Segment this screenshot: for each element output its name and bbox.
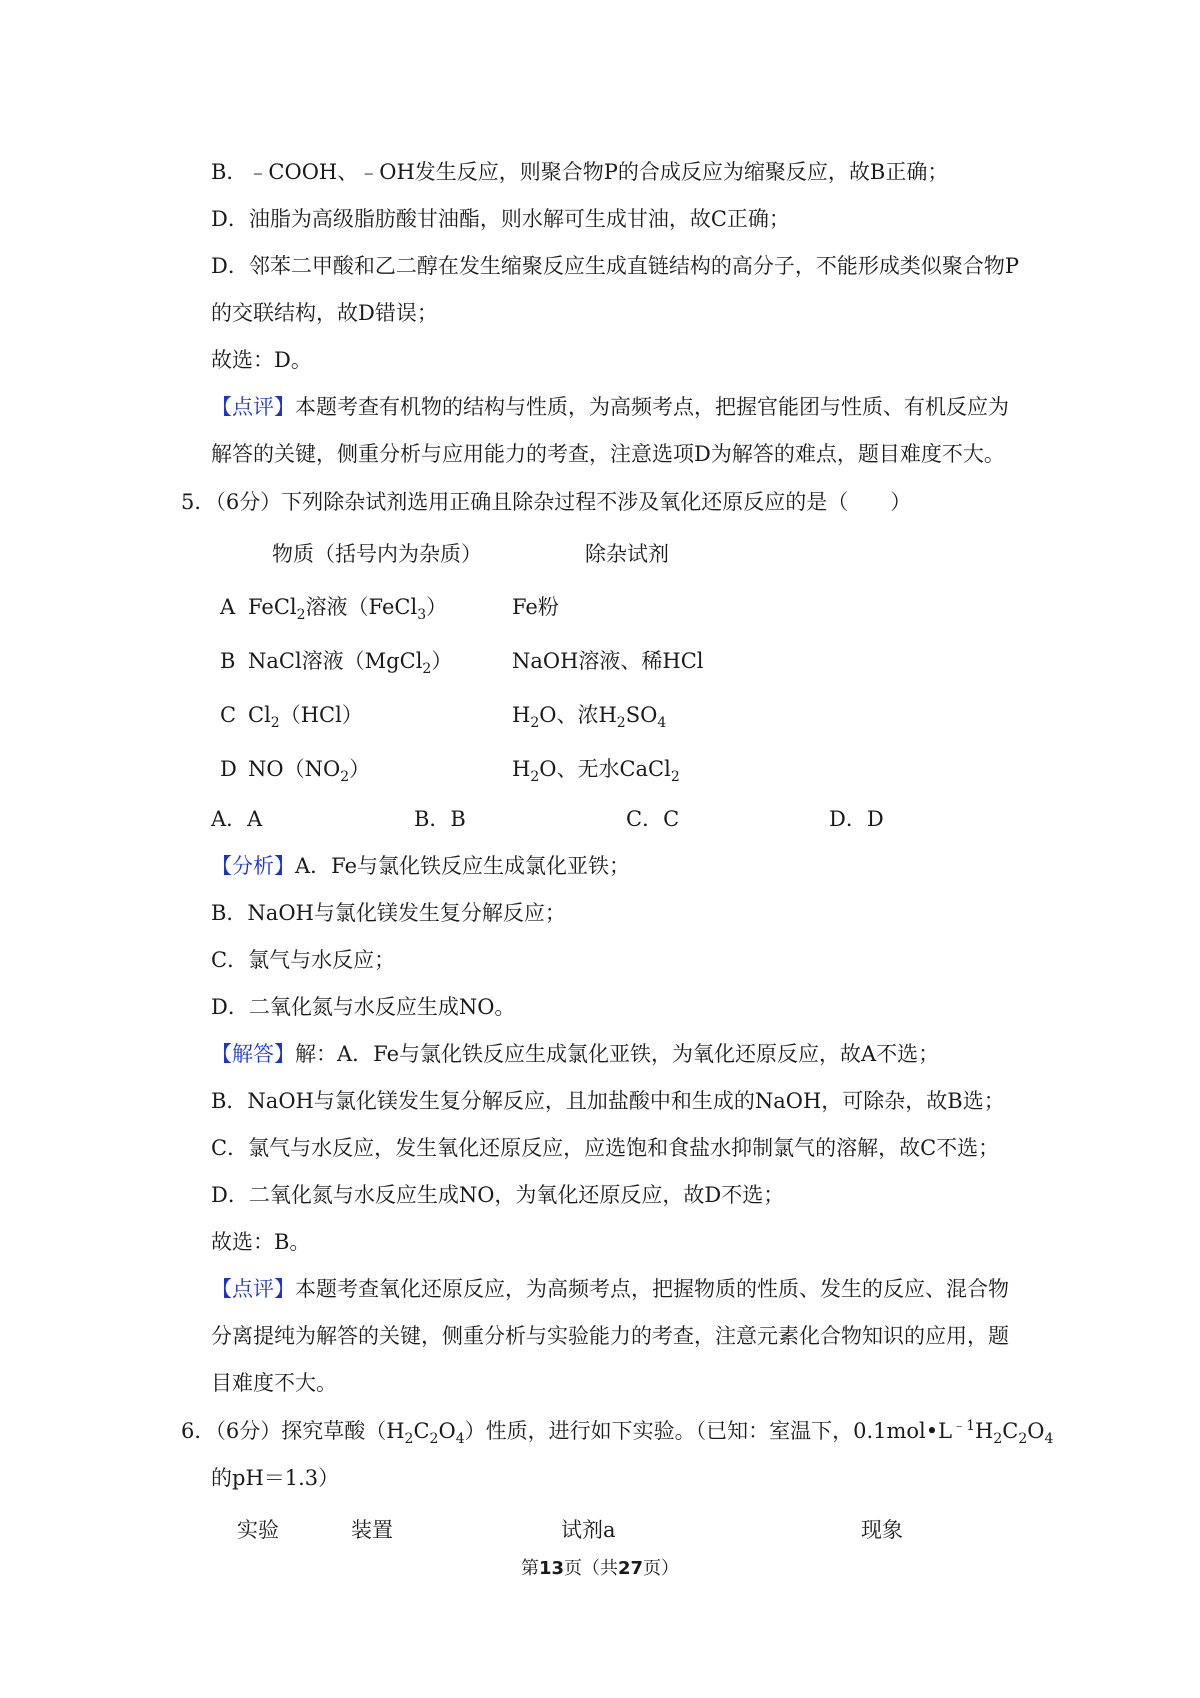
text-line: 分离提纯为解答的关键，侧重分析与实验能力的考查，注意元素化合物知识的应用，题 xyxy=(211,1324,1009,1348)
table-header-reagent: 除杂试剂 xyxy=(585,542,669,566)
header-experiment: 实验 xyxy=(237,1518,279,1542)
text-line: B．NaOH与氯化镁发生复分解反应； xyxy=(211,901,566,925)
header-reagent: 试剂a xyxy=(561,1518,616,1542)
table-header-substance: 物质（括号内为杂质） xyxy=(272,542,482,566)
page-number: 13 xyxy=(538,1558,564,1579)
row-reagent-a: Fe粉 xyxy=(512,595,559,619)
review-tag: 【点评】 xyxy=(211,395,295,419)
text-line: B．﹣COOH、﹣OH发生反应，则聚合物P的合成反应为缩聚反应，故B正确； xyxy=(211,160,949,184)
option-b: B．B xyxy=(414,807,466,831)
header-phenomenon: 现象 xyxy=(861,1518,903,1542)
row-label-b: B xyxy=(220,649,236,673)
row-reagent-b: NaOH溶液、稀HCl xyxy=(512,649,704,673)
text-line: D．邻苯二甲酸和乙二醇在发生缩聚反应生成直链结构的高分子，不能形成类似聚合物P xyxy=(211,254,1019,278)
review-text: 本题考查氧化还原反应，为高频考点，把握物质的性质、发生的反应、混合物 xyxy=(295,1277,1009,1301)
answer-paragraph xyxy=(211,1039,939,1069)
option-c: C．C xyxy=(626,807,680,831)
text-line: 目难度不大。 xyxy=(211,1371,337,1395)
text-line: 解答的关键，侧重分析与应用能力的考查，注意选项D为解答的难点，题目难度不大。 xyxy=(211,442,1005,466)
text-line: C．氯气与水反应，发生氧化还原反应，应选饱和食盐水抑制氯气的溶解，故C不选； xyxy=(211,1136,1000,1160)
row-substance-b: NaCl溶液（MgCl$_2$） xyxy=(248,649,453,678)
option-a: A．A xyxy=(211,807,263,831)
analysis-tag: 【分析】 xyxy=(211,854,295,878)
header-apparatus: 装置 xyxy=(351,1518,393,1542)
row-label-c: C xyxy=(220,703,237,727)
answer-tag: 【解答】 xyxy=(211,1042,295,1066)
row-substance-a: FeCl$_2$溶液（FeCl$_3$） xyxy=(248,595,448,624)
answer-text: 解：A．Fe与氯化铁反应生成氯化亚铁，为氧化还原反应，故A不选； xyxy=(295,1042,940,1066)
row-label-d: D xyxy=(220,757,237,781)
page-footer: 第13页（共27页） xyxy=(520,1558,680,1579)
row-reagent-c: $H_2O$、浓$H_2SO_4$ xyxy=(512,703,667,732)
row-substance-c: $Cl_2(HCl)$ xyxy=(248,703,363,732)
text-line: D．二氧化氮与水反应生成NO。 xyxy=(211,995,516,1019)
text-line: D．油脂为高级脂肪酸甘油酯，则水解可生成甘油，故C正确； xyxy=(211,207,790,231)
page-total: 27 xyxy=(618,1558,644,1579)
row-substance-d: $NO(NO_2)$ xyxy=(248,757,371,786)
review-tag: 【点评】 xyxy=(211,1277,295,1301)
option-d: D．D xyxy=(829,807,884,831)
text-line: 的交联结构，故D错误； xyxy=(211,301,438,325)
text-line: B．NaOH与氯化镁发生复分解反应，且加盐酸中和生成的NaOH，可除杂，故B选； xyxy=(211,1089,1005,1113)
text-line: 故选：D。 xyxy=(211,348,312,372)
review-paragraph xyxy=(211,1274,1009,1304)
question-5-stem: 5．（6分）下列除杂试剂选用正确且除杂过程不涉及氧化还原反应的是（ ） xyxy=(181,490,912,514)
analysis-paragraph xyxy=(211,851,630,881)
text-line: D．二氧化氮与水反应生成NO，为氧化还原反应，故D不选； xyxy=(211,1183,785,1207)
question-6-stem: 6．（6分）探究草酸$(H_2C_2O_4)$性质，进行如下实验。（已知：室温下，$0.1mol•L^{﹣1}H_2C_2O_4$ xyxy=(181,1418,1054,1448)
review-paragraph xyxy=(211,392,1009,422)
row-reagent-d: $H_2O$、无水CaCl$_2$ xyxy=(512,757,680,786)
row-label-a: A xyxy=(220,595,236,619)
review-text: 本题考查有机物的结构与性质，为高频考点，把握官能团与性质、有机反应为 xyxy=(295,395,1009,419)
text-line: 故选：B。 xyxy=(211,1230,311,1254)
question-6-stem-cont: 的pH＝1.3） xyxy=(211,1466,340,1490)
analysis-text: A．Fe与氯化铁反应生成氯化亚铁； xyxy=(295,854,631,878)
text-line: C．氯气与水反应； xyxy=(211,948,396,972)
